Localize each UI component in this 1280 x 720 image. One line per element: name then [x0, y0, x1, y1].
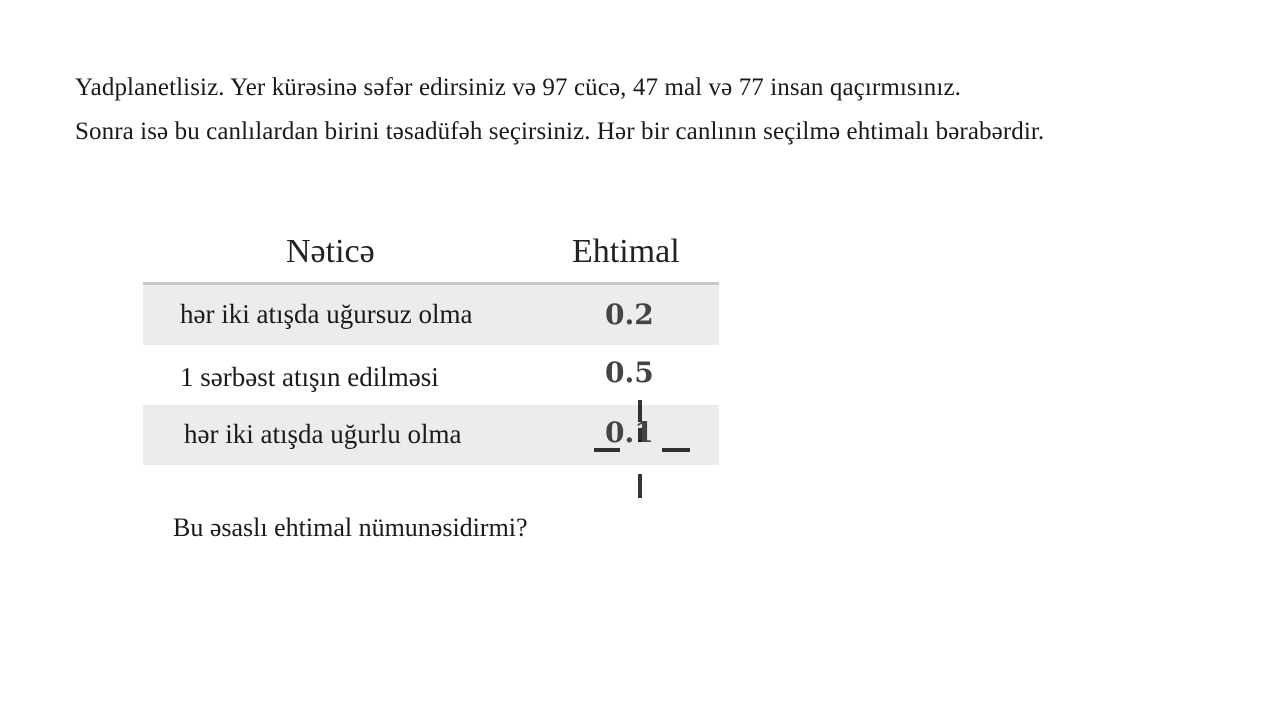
problem-line-1: Yadplanetlisiz. Yer kürəsinə səfər edirsiniz və 97 cücə, 47 mal və 77 insan qaçırmısınız. — [75, 74, 961, 101]
problem-statement — [75, 66, 1275, 154]
table-row — [143, 285, 719, 345]
crosshair-cursor-icon — [592, 398, 692, 502]
table-row — [143, 345, 719, 405]
table-header-row — [143, 222, 719, 285]
problem-line-2: Sonra isə bu canlılardan birini təsadüfəh seçirsiniz. Hər bir canlının seçilmə ehtimalı bərabərdir. — [75, 118, 1045, 145]
outcome-cell: 1 sərbəst atışın edilməsi — [180, 362, 439, 392]
outcome-cell: hər iki atışda uğurlu olma — [184, 419, 462, 449]
probability-cell: 0.2 — [605, 298, 654, 331]
question-text: Bu əsaslı ehtimal nümunəsidirmi? — [173, 513, 528, 542]
probability-cell: 0.5 — [605, 356, 654, 389]
header-outcome: Nəticə — [286, 233, 375, 270]
outcome-cell: hər iki atışda uğursuz olma — [180, 299, 473, 329]
probability-cell: 0.1 — [605, 416, 654, 449]
header-probability: Ehtimal — [572, 233, 680, 270]
